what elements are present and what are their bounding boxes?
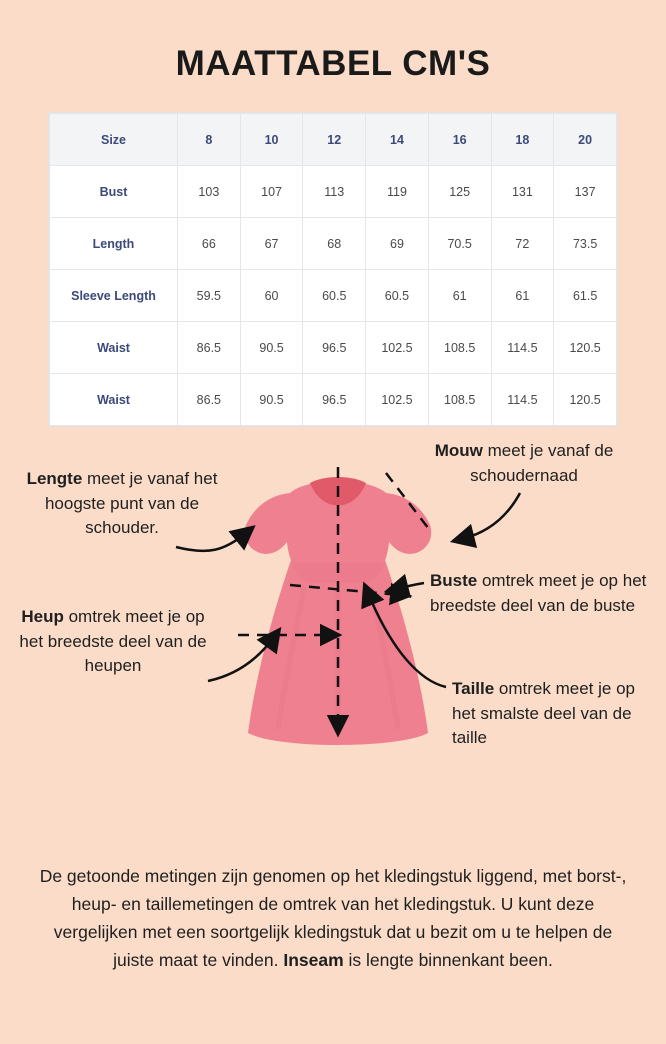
table-cell: 72 (491, 218, 554, 270)
table-header-row (50, 114, 617, 166)
table-cell: 59.5 (178, 270, 241, 322)
table-cell: 61 (428, 270, 491, 322)
table-cell: 108.5 (428, 322, 491, 374)
table-cell: 90.5 (240, 374, 303, 426)
table-cell: 60 (240, 270, 303, 322)
annotation-mouw (404, 439, 644, 488)
table-row (50, 322, 617, 374)
table-cell: 114.5 (491, 374, 554, 426)
table-row (50, 166, 617, 218)
table-cell: 61.5 (554, 270, 617, 322)
size-table (49, 113, 617, 426)
table-cell: 60.5 (366, 270, 429, 322)
table-header-cell: 8 (178, 114, 241, 166)
table-cell: 108.5 (428, 374, 491, 426)
table-header-cell: 14 (366, 114, 429, 166)
table-cell: 103 (178, 166, 241, 218)
table-row (50, 218, 617, 270)
table-cell: 131 (491, 166, 554, 218)
table-header-cell: 20 (554, 114, 617, 166)
table-cell: 96.5 (303, 374, 366, 426)
table-cell: 86.5 (178, 322, 241, 374)
annotation-lengte (6, 467, 238, 541)
page-title: MAATTABEL CM'S (175, 44, 491, 83)
table-cell: 66 (178, 218, 241, 270)
size-table-container (48, 112, 618, 427)
table-cell: 107 (240, 166, 303, 218)
table-header-cell: 10 (240, 114, 303, 166)
table-cell: 61 (491, 270, 554, 322)
table-cell: 68 (303, 218, 366, 270)
table-header-cell: Size (50, 114, 178, 166)
footer-note (38, 862, 628, 974)
table-cell: 69 (366, 218, 429, 270)
table-cell: 102.5 (366, 322, 429, 374)
table-cell: 73.5 (554, 218, 617, 270)
table-cell: 137 (554, 166, 617, 218)
table-header-cell: 12 (303, 114, 366, 166)
annotation-taille-text: omtrek meet je op het smalste deel van de taille (452, 679, 635, 748)
footer-note-inseam-label: Inseam (283, 950, 344, 970)
table-cell: 114.5 (491, 322, 554, 374)
table-cell: 120.5 (554, 322, 617, 374)
footer-note-part1: De getoonde metingen zijn genomen op het kledingstuk liggend, met borst-, heup- en taillemetingen de omtrek van het kledingstuk. U kunt deze vergelijken met een soortgelijk kledingstuk dat u bezit om u te helpen de juiste maat te vinden. (39, 866, 627, 970)
annotation-buste (430, 569, 655, 618)
row-label: Waist (50, 374, 178, 426)
annotation-mouw-text: meet je vanaf de schoudernaad (470, 441, 614, 485)
table-cell: 90.5 (240, 322, 303, 374)
table-cell: 96.5 (303, 322, 366, 374)
footer-note-part2: is lengte binnenkant been. (343, 950, 553, 970)
annotation-heup (8, 605, 218, 679)
row-label: Bust (50, 166, 178, 218)
annotation-lengte-label: Lengte (26, 469, 83, 488)
measurement-diagram (0, 437, 666, 797)
annotation-taille-label: Taille (452, 679, 495, 698)
annotation-buste-label: Buste (430, 571, 478, 590)
row-label: Waist (50, 322, 178, 374)
annotation-heup-text: omtrek meet je op het breedste deel van de heupen (19, 607, 207, 676)
table-cell: 119 (366, 166, 429, 218)
annotation-heup-label: Heup (21, 607, 64, 626)
annotation-lengte-text: meet je vanaf het hoogste punt van de schouder. (44, 469, 218, 538)
mouw-arrow (462, 493, 520, 539)
table-cell: 113 (303, 166, 366, 218)
row-label: Sleeve Length (50, 270, 178, 322)
table-row (50, 374, 617, 426)
table-row (50, 270, 617, 322)
table-cell: 60.5 (303, 270, 366, 322)
table-cell: 86.5 (178, 374, 241, 426)
table-cell: 102.5 (366, 374, 429, 426)
table-cell: 70.5 (428, 218, 491, 270)
table-cell: 125 (428, 166, 491, 218)
table-header-cell: 18 (491, 114, 554, 166)
table-header-cell: 16 (428, 114, 491, 166)
annotation-buste-text: omtrek meet je op het breedste deel van de buste (430, 571, 647, 615)
table-cell: 120.5 (554, 374, 617, 426)
annotation-taille (452, 677, 662, 751)
table-cell: 67 (240, 218, 303, 270)
row-label: Length (50, 218, 178, 270)
annotation-mouw-label: Mouw (434, 441, 483, 460)
